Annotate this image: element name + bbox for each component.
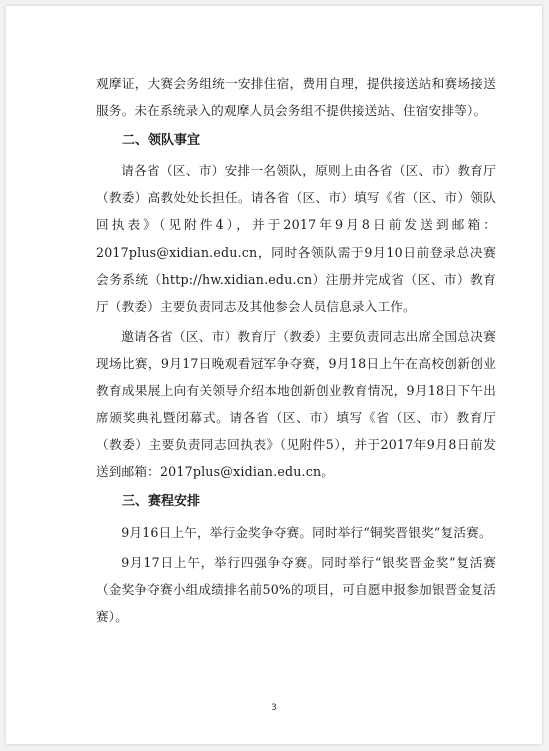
heading-team-leader: 二、领队事宜 — [122, 133, 201, 149]
paragraph-accommodation: 观摩证，大赛会务组统一安排住宿，费用自理，提供接送站和赛场接送服务。未在系统录入的观摩人员会务组不提供接送站、住宿安排等）。 — [96, 76, 496, 119]
paragraph-team-leader: 请各省（区、市）安排一名领队，原则上由各省（区、市）教育厅（教委）高教处处长担任。请各省（区、市）填写《省（区、市）领队回执表》（见附件4），并于2017年9月8日前发送到邮箱：2017plus@xidian.edu.cn，同时各领队需于9月10日前登录总决赛会务系统（http://hw.xidian.edu.cn）注册并完成省（区、市）教育厅（教委）主要负责同志及其他参会人员信息录入工作。 — [96, 163, 496, 314]
paragraph-sept-16: 9月16日上午，举行金奖争夺赛。同时举行“铜奖晋银奖”复活赛。 — [121, 524, 492, 540]
document-page — [6, 6, 542, 744]
paragraph-sept-17: 9月17日上午，举行四强争夺赛。同时举行“银奖晋金奖”复活赛（金奖争夺赛小组成绩排名前50%的项目，可自愿申报参加银晋金复活赛）。 — [96, 554, 496, 624]
heading-schedule: 三、赛程安排 — [122, 494, 201, 510]
document-body — [96, 70, 496, 633]
page-number: 3 — [271, 703, 277, 713]
paragraph-invitation: 邀请各省（区、市）教育厅（教委）主要负责同志出席全国总决赛现场比赛，9月17日晚观看冠军争夺赛，9月18日上午在高校创新创业教育成果展上向有关领导介绍本地创新创业教育情况，9月18日下午出席颁奖典礼暨闭幕式。请各省（区、市）填写《省（区、市）教育厅（教委）主要负责同志回执表》（见附件5），并于2017年9月8日前发送到邮箱：2017plus@xidian.edu.cn。 — [96, 328, 496, 480]
